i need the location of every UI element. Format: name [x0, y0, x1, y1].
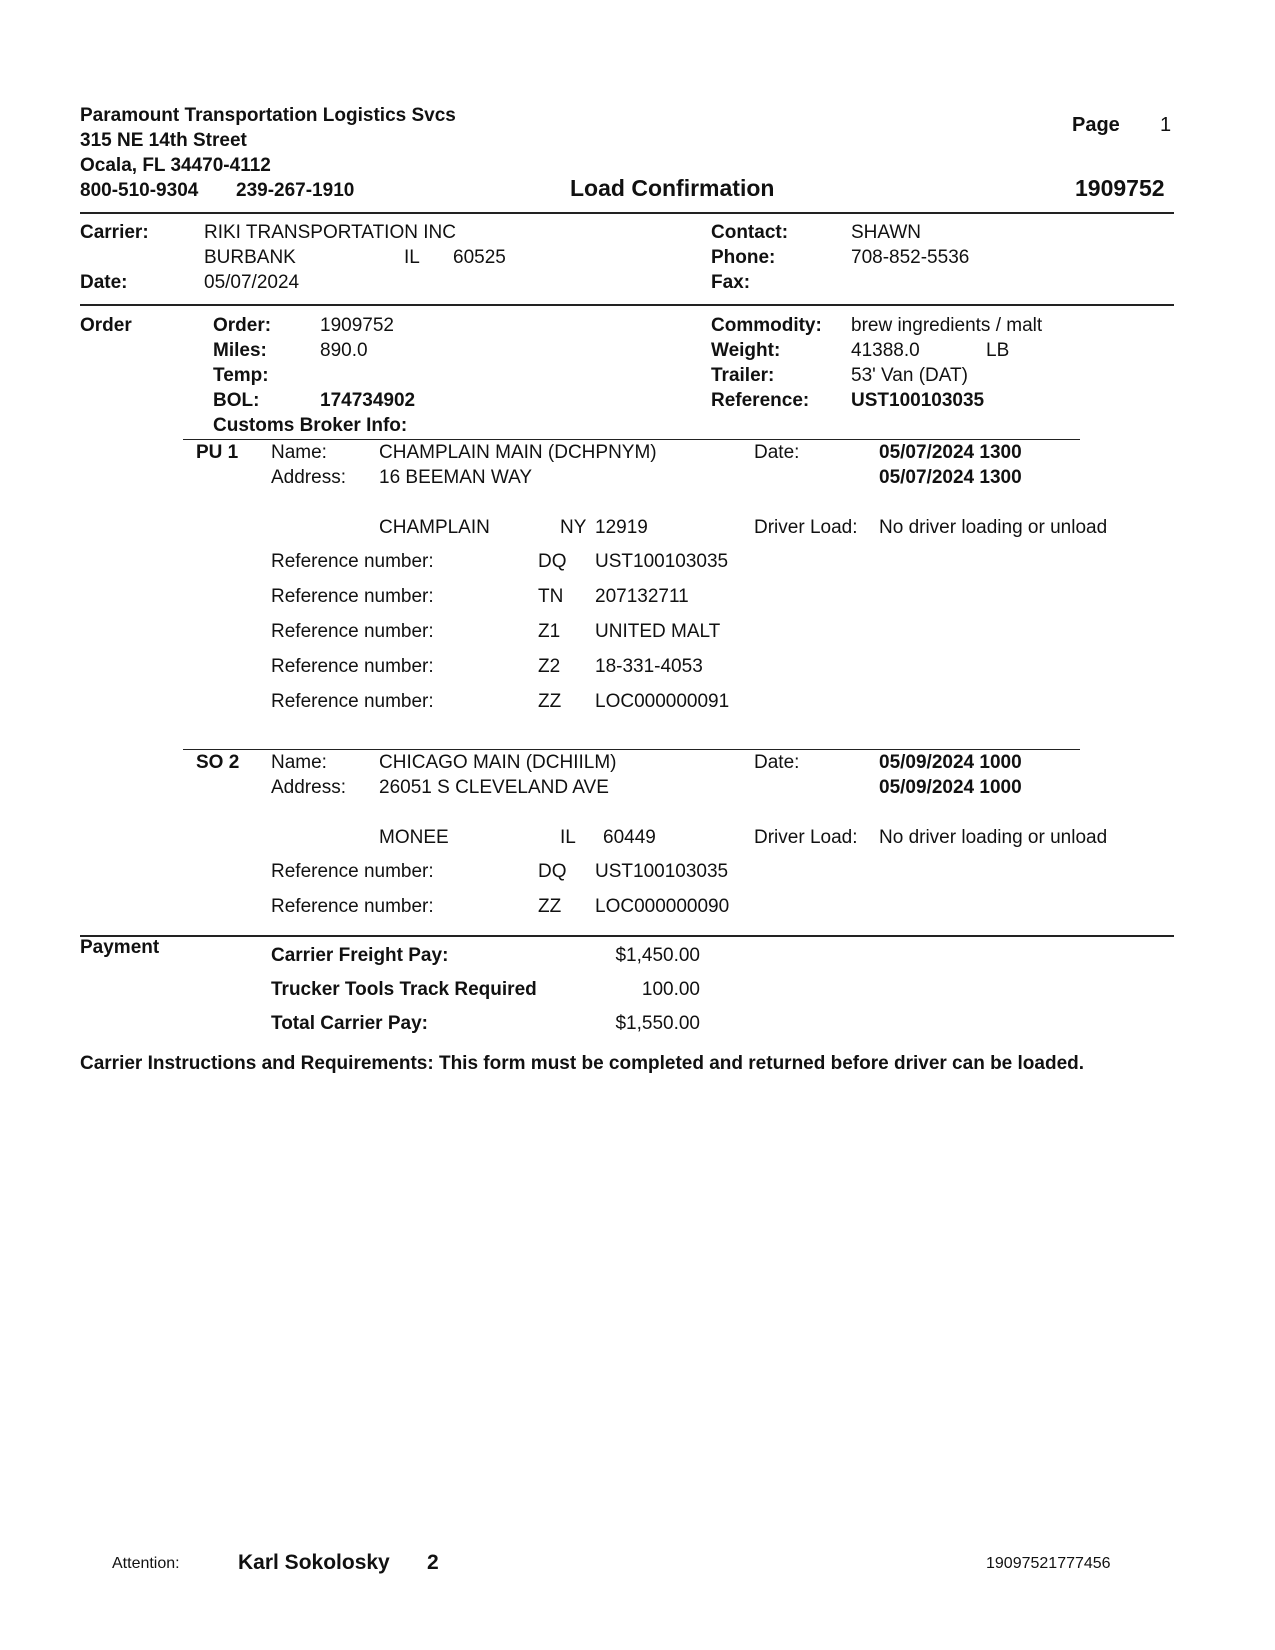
- stop-1-ref-3-code: Z1: [538, 621, 561, 642]
- weight-value: 41388.0: [851, 340, 920, 361]
- stop-2-address-label: Address:: [271, 777, 346, 798]
- stop-1-ref-5-code: ZZ: [538, 691, 562, 712]
- stop-1-ref-4-label: Reference number:: [271, 656, 434, 677]
- contact-value: SHAWN: [851, 222, 922, 243]
- company-phone-1: 800-510-9304: [80, 180, 199, 201]
- stop-1-ref-3-value: UNITED MALT: [595, 621, 721, 642]
- miles-value: 890.0: [320, 340, 368, 361]
- tracking-fee-amount: 100.00: [641, 979, 700, 1000]
- contact-label: Contact:: [711, 222, 789, 243]
- trailer-label: Trailer:: [711, 365, 775, 386]
- attention-name: Karl Sokolosky: [238, 1551, 390, 1574]
- stop-1-tag: PU 1: [196, 442, 239, 463]
- bol-value: 174734902: [320, 390, 416, 411]
- carrier-instructions: Carrier Instructions and Requirements: This form must be completed and returned before driver can be loaded.: [80, 1053, 1085, 1074]
- bol-label: BOL:: [213, 390, 260, 411]
- carrier-label: Carrier:: [80, 222, 149, 243]
- stop-1-ref-2-code: TN: [538, 586, 564, 607]
- page-label: Page: [1072, 114, 1120, 136]
- carrier-name: RIKI TRANSPORTATION INC: [204, 222, 456, 243]
- total-pay-label: Total Carrier Pay:: [271, 1013, 428, 1034]
- carrier-date-label: Date:: [80, 272, 128, 293]
- carrier-zip: 60525: [453, 247, 506, 268]
- stop-1-ref-2-label: Reference number:: [271, 586, 434, 607]
- payment-section-label: Payment: [80, 937, 160, 958]
- commodity-label: Commodity:: [711, 315, 822, 336]
- stop-2-zip: 60449: [603, 827, 656, 848]
- stop-2-tag: SO 2: [196, 752, 240, 773]
- company-phone-2: 239-267-1910: [236, 180, 355, 201]
- stop-1-address-label: Address:: [271, 467, 346, 488]
- document-code: 19097521777456: [986, 1555, 1111, 1572]
- carrier-divider: [80, 304, 1174, 306]
- stop-1-zip: 12919: [595, 517, 648, 538]
- company-city: Ocala, FL 34470-4112: [80, 155, 271, 176]
- phone-label: Phone:: [711, 247, 776, 268]
- freight-pay-label: Carrier Freight Pay:: [271, 945, 449, 966]
- stop-2-name: CHICAGO MAIN (DCHIILM): [379, 752, 617, 773]
- company-street: 315 NE 14th Street: [80, 130, 247, 151]
- stop-2-city: MONEE: [379, 827, 449, 848]
- stop-2-ref-2-value: LOC000000090: [595, 896, 730, 917]
- commodity-value: brew ingredients / malt: [851, 315, 1043, 336]
- stop-2-driver-load-label: Driver Load:: [754, 827, 858, 848]
- carrier-date: 05/07/2024: [204, 272, 300, 293]
- stop-1-name: CHAMPLAIN MAIN (DCHPNYM): [379, 442, 657, 463]
- stop-2-date-2: 05/09/2024 1000: [879, 777, 1022, 798]
- stop-1-ref-4-value: 18-331-4053: [595, 656, 703, 677]
- carrier-state: IL: [404, 247, 420, 268]
- temp-label: Temp:: [213, 365, 269, 386]
- trailer-value: 53' Van (DAT): [851, 365, 968, 386]
- stop-1-ref-5-value: LOC000000091: [595, 691, 730, 712]
- stop-1-ref-1-label: Reference number:: [271, 551, 434, 572]
- stop-1-driver-load-label: Driver Load:: [754, 517, 858, 538]
- page-number: 1: [1160, 114, 1172, 136]
- stop-1-ref-4-code: Z2: [538, 656, 561, 677]
- reference-label: Reference:: [711, 390, 810, 411]
- stop-1-date-1: 05/07/2024 1300: [879, 442, 1022, 463]
- document-title: Load Confirmation: [570, 175, 775, 201]
- stop-1-ref-5-label: Reference number:: [271, 691, 434, 712]
- stop-2-date-label: Date:: [754, 752, 800, 773]
- stop-2-address: 26051 S CLEVELAND AVE: [379, 777, 609, 798]
- freight-pay-amount: $1,450.00: [615, 945, 700, 966]
- stop-1-date-2: 05/07/2024 1300: [879, 467, 1022, 488]
- stop-1-ref-2-value: 207132711: [595, 586, 689, 607]
- tracking-fee-label: Trucker Tools Track Required: [271, 979, 537, 1000]
- stop-1-date-label: Date:: [754, 442, 800, 463]
- stop-2-state: IL: [560, 827, 576, 848]
- stop-2-ref-1-value: UST100103035: [595, 861, 729, 882]
- stop-2-date-1: 05/09/2024 1000: [879, 752, 1022, 773]
- payment-divider: [80, 935, 1174, 937]
- stop-2-rule: [183, 749, 1080, 750]
- stop-2-ref-1-code: DQ: [538, 861, 567, 882]
- fax-label: Fax:: [711, 272, 751, 293]
- stop-1-rule: [183, 439, 1080, 440]
- order-number-label: Order:: [213, 315, 272, 336]
- stop-1-ref-1-value: UST100103035: [595, 551, 729, 572]
- stop-1-address: 16 BEEMAN WAY: [379, 467, 533, 488]
- stop-1-ref-3-label: Reference number:: [271, 621, 434, 642]
- total-pay-amount: $1,550.00: [615, 1013, 700, 1034]
- stop-2-ref-1-label: Reference number:: [271, 861, 434, 882]
- carrier-city: BURBANK: [204, 247, 296, 268]
- stop-2-driver-load: No driver loading or unload: [879, 827, 1108, 848]
- weight-label: Weight:: [711, 340, 781, 361]
- attention-label: Attention:: [112, 1555, 180, 1572]
- order-section-label: Order: [80, 315, 132, 336]
- stop-1-ref-1-code: DQ: [538, 551, 567, 572]
- stop-2-ref-2-code: ZZ: [538, 896, 562, 917]
- weight-unit: LB: [986, 340, 1010, 361]
- phone-value: 708-852-5536: [851, 247, 970, 268]
- stop-1-city: CHAMPLAIN: [379, 517, 490, 538]
- stop-1-driver-load: No driver loading or unload: [879, 517, 1108, 538]
- customs-broker-label: Customs Broker Info:: [213, 415, 408, 436]
- stop-1-name-label: Name:: [271, 442, 327, 463]
- reference-value: UST100103035: [851, 390, 985, 411]
- miles-label: Miles:: [213, 340, 267, 361]
- header-divider: [80, 212, 1174, 214]
- document-number: 1909752: [1075, 175, 1165, 201]
- stop-2-name-label: Name:: [271, 752, 327, 773]
- stop-2-ref-2-label: Reference number:: [271, 896, 434, 917]
- order-number: 1909752: [320, 315, 394, 336]
- company-name: Paramount Transportation Logistics Svcs: [80, 105, 456, 126]
- stop-1-state: NY: [560, 517, 587, 538]
- attention-number: 2: [427, 1551, 439, 1574]
